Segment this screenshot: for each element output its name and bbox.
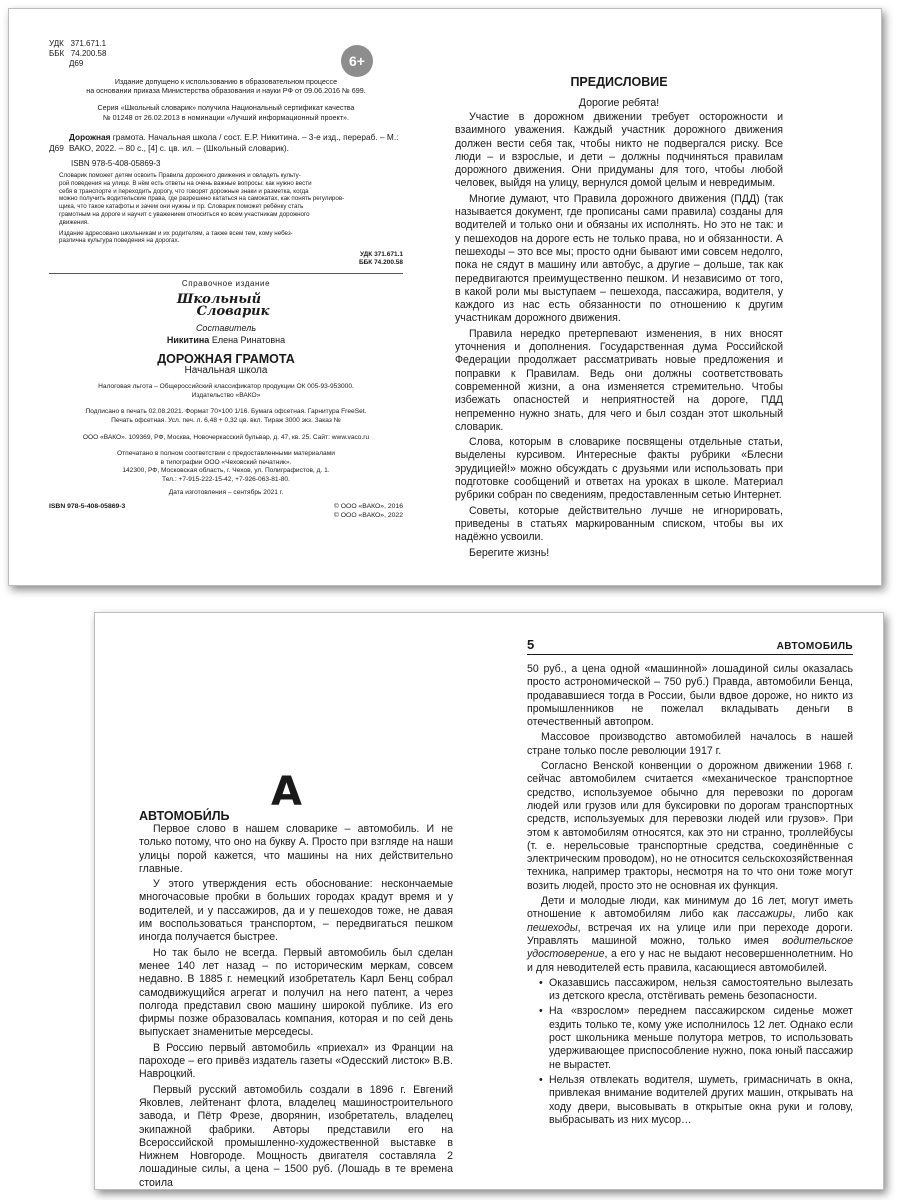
running-header xyxy=(527,637,853,655)
isbn-bottom: ISBN 978-5-408-05869-3 xyxy=(49,503,126,511)
series-logo-line: Словарик xyxy=(196,304,270,320)
preface-paragraph: Многие думают, что Правила дорожного движения (ПДД) (так называется документ, где прописаны сами правила) созданы для водителей и только они и обязаны их исполнять. Но это не так: и у пешеходов на дороге есть не только права, но и обязанности. А пешеходы – это все мы; просто одни бывают ими совсем недолго, пока не сядут в машину или автобус, а другие – дольше, так как передвигаются преимущественно пешком. И независимо от того, в какой роли мы выступаем – пешехода, пассажира, водителя, у каждого из нас есть обязанности по отношению к другим участникам дорожного движения. xyxy=(455,192,783,325)
preface-body xyxy=(455,111,783,560)
article-paragraph: Массовое производство автомобилей началось в нашей стране только после революции 1917 г. xyxy=(527,731,853,757)
audience-line: Издание адресовано школьникам и их родителям, а также всем тем, кому небез- xyxy=(59,229,293,237)
article-paragraph: Первое слово в нашем словарике – автомобиль. И не только потому, что оно на букву А. Просто при взгляде на наши улицы порой кажется, что машины на них действительно главные. xyxy=(139,823,453,875)
print-info-line: Подписано в печать 02.08.2021. Формат 70×100 1/16. Бумага офсетная. Гарнитура FreeSet. xyxy=(85,408,367,416)
annotation-line: можно получить водительские права, где разрешено кататься на самокатах, как понять регулиров- xyxy=(59,195,345,203)
printer-info xyxy=(49,450,403,484)
isbn-top: ISBN 978-5-408-05869-3 xyxy=(71,158,161,168)
running-title: АВТОМОБИЛЬ xyxy=(776,641,853,652)
annotation-line: движения. xyxy=(59,218,89,226)
annotation-line: грамотным на дороге и научит с уважением относиться ко всем участникам дорожного xyxy=(59,211,310,218)
bib-rest: грамота. Начальная школа / сост. Е.Р. Никитина. – 3-е изд., перераб. – М.: ВАКО, 2022. – 80 с., [4] с. цв. ил. – (Школьный словарик). xyxy=(69,131,399,153)
tax-line: Издательство «ВАКО» xyxy=(191,391,261,399)
article-start-page xyxy=(95,613,495,1189)
advice-list xyxy=(527,977,853,1127)
preface-title: ПРЕДИСЛОВИЕ xyxy=(570,75,668,89)
italic-term: пассажиры xyxy=(737,908,793,921)
audience-line: различна культура поведения на дорогах. xyxy=(59,237,180,245)
annotation xyxy=(49,172,403,245)
bibliographic-record xyxy=(49,132,403,154)
publisher-address: ООО «ВАКО». 109369, РФ, Москва, Новочеркасский бульвар, д. 47, кв. 25. Сайт: www.vaco.ru xyxy=(82,433,370,441)
printer-line: Отпечатано в полном соответствии с предоставленными материалами xyxy=(117,450,335,458)
isbn-copyright-row xyxy=(49,503,403,520)
article-paragraph: 50 руб., а цена одной «машинной» лошадиной силы оказалась просто астрономической – 750 руб.) Правда, автомобили Бенца, продававшиеся тогда в России, были вдвое дороже, но никто из промышленников не пожелал вкладывать деньги в отечественный автопром. xyxy=(527,663,853,729)
classification-codes-bottom xyxy=(49,251,403,267)
udk-code-bottom: УДК 371.671.1 xyxy=(359,251,403,259)
printer-line: Тел.: +7-915-222-15-42, +7-926-063-81-80. xyxy=(162,475,290,483)
tax-info xyxy=(49,383,403,400)
compiler-surname: Никитина xyxy=(166,334,210,345)
print-info xyxy=(49,408,403,425)
article-paragraph: В Россию первый автомобиль «приехал» из Франции на пароходе – его привёз издатель газеты «Одесский листок» В.В. Навроцкий. xyxy=(139,1041,453,1081)
article-continuation-page xyxy=(515,613,885,1189)
imprint-page xyxy=(9,9,439,585)
article-paragraph: Согласно Венской конвенции о дорожном движении 1968 г. сейчас автомобилем считается «механическое транспортное средство, используемое обычно для перевозки по дорогам людей или грузов или для буксировки по дорогам транспортных средств, используемых для перевозки людей или грузов». При этом к автомобилям относятся, как это ни странно, троллейбусы (т. е. нерельсовые транспортные средства, соединённые с электрическим проводом), но не относится сельскохозяйственная техника, например тракторы, несмотря на то что они тоже могут возить людей, просто это не основная их функция. xyxy=(527,760,853,892)
annotation-line: рой поведения на улице. В нём есть ответы на очень важные вопросы: как нужно вести xyxy=(59,179,312,187)
bib-author-index: Д69 xyxy=(49,142,64,153)
udk-code: УДК 371.671.1 xyxy=(49,39,107,48)
article-heading: АВТОМОБИ́ЛЬ xyxy=(139,809,230,823)
preface-page xyxy=(449,9,883,585)
approval-line: Издание допущено к использованию в образовательном процессе xyxy=(114,77,338,86)
text-run: , встречая их на улице или при переходе дороги. Управлять машиной можно, только имея xyxy=(527,921,853,947)
article-paragraph xyxy=(527,895,853,975)
preface-salutation: Дорогие ребята! xyxy=(578,97,660,109)
preface-paragraph: Слова, которым в словарике посвящены отдельные статьи, выделены курсивом. Интересные факты рубрики «Блесни эрудицией!» можно обсуждать с друзьями или использовать при подготовке сообщений и ответах на уроках в школе. Материал рубрики собран по сведениям, предоставленным сетью Интернет. xyxy=(455,436,783,502)
annotation-line: щика, что такое катафоты и зачем они нужны и пр. Словарик поможет ребёнку стать xyxy=(59,203,304,211)
author-index: Д69 xyxy=(49,59,84,68)
preface-paragraph: Правила нередко претерпевают изменения, в них вносят уточнения и дополнения. Государственная дума Российской Федерации продолжает рассматривать новые предложения и поправки к Правилам. Ведь они должны соответствовать современной жизни, а она изменяется стремительно. Чтобы избежать опасностей и неприятностей на дороге, ПДД непременно нужно знать, для чего и был создан этот школьный словарик. xyxy=(455,327,783,433)
certificate-line: Серия «Школьный словарик» получила Национальный сертификат качества xyxy=(97,103,355,113)
book-spread-bottom xyxy=(94,612,884,1190)
age-rating-badge: 6+ xyxy=(341,45,373,77)
italic-term: пешеходы xyxy=(527,921,578,934)
divider xyxy=(49,273,403,274)
tax-line: Налоговая льгота – Общероссийский классификатор продукции ОК 005-93-953000. xyxy=(98,383,354,391)
text-run: Дети и молодые люди, как минимум до 16 лет, могут иметь отношение к автомобилям либо как xyxy=(527,895,853,921)
list-item: • На «взрослом» переднем пассажирском сиденье может ездить только те, кому уже исполнилось 12 лет. Однако если рост школьника меньше полутора метров, то использовать удерживающее приспособление нужно, пока юный пассажир не вырастет. xyxy=(527,1005,853,1071)
list-item: • Нельзя отвлекать водителя, шуметь, гримасничать в окна, привлекая внимание водителей других машин, открывать на ходу двери, высовывать в открытые окна руки и голову, выбрасывать из них мусор… xyxy=(527,1074,853,1127)
copyright-line: © ООО «ВАКО», 2016 xyxy=(333,503,403,511)
production-date: Дата изготовления – сентябрь 2021 г. xyxy=(168,488,284,496)
certificate-note xyxy=(49,103,403,121)
copyright-line: © ООО «ВАКО», 2022 xyxy=(333,511,403,519)
approval-line: на основании приказа Министерства образования и науки РФ от 09.06.2016 № 699. xyxy=(86,86,366,96)
annotation-line: Словарик поможет детям освоить Правила дорожного движения и овладеть культу- xyxy=(59,172,301,180)
book-title: ДОРОЖНАЯ ГРАМОТА xyxy=(157,351,295,366)
printer-line: в типографии ООО «Чеховский печатник». xyxy=(160,458,292,466)
copyright xyxy=(334,503,403,520)
article-body-left xyxy=(139,823,453,1192)
book-subtitle: Начальная школа xyxy=(184,365,268,376)
page-number: 5 xyxy=(527,637,535,652)
compiler-given-name: Елена Ринатовна xyxy=(209,334,286,345)
print-info-line: Печать офсетная. Усл. печ. л. 6,48 + 0,32 цв. вкл. Тираж 3000 экз. Заказ № xyxy=(111,416,341,424)
edition-type: Справочное издание xyxy=(181,279,271,289)
book-spread-top xyxy=(8,8,882,586)
list-item: • Оказавшись пассажиром, нельзя самостоятельно вылезать из детского кресла, отстёгивать ремень безопасности. xyxy=(527,977,853,1004)
section-letter: А xyxy=(271,769,302,815)
preface-paragraph: Берегите жизнь! xyxy=(469,546,550,559)
preface-paragraph: Советы, которые действительно лучше не игнорировать, приведены в статьях маркированным списком, чтобы вы их надёжно усвоили. xyxy=(455,504,783,544)
series-logo-line: Школьный xyxy=(176,292,262,308)
series-logo xyxy=(176,294,276,318)
approval-note xyxy=(49,77,403,95)
article-paragraph: Но так было не всегда. Первый автомобиль был сделан менее 140 лет назад – по историческим меркам, совсем недавно. В 1885 г. немецкий изобретатель Карл Бенц собрал самодвижущийся агрегат и получил на него патент, а через полгода представил свою машину широкой публике. Из его фирмы позже образовалась компания, которая и по сей день выпускает знаменитые мерседесы. xyxy=(139,946,453,1039)
bbk-code: ББК 74.200.58 xyxy=(49,49,107,58)
printer-line: 142300, РФ, Московская область, г. Чехов, ул. Полиграфистов, д. 1. xyxy=(122,467,330,475)
article-paragraph: Первый русский автомобиль создали в 1896 г. Евгений Яковлев, лейтенант флота, владелец машиностроительного завода, и Пётр Фрезе, дворянин, изобретатель, владелец экипажной фабрики. Авторы представили его на Всероссийской промышленно-художественной выставке в Нижнем Новгороде. Мощность двигателя составляла 2 лошадиные силы, а цена – 1500 руб. (Лошадь в те времена стоила xyxy=(139,1083,453,1189)
italic-term: водительское удостоверение xyxy=(527,934,853,961)
compiler-name xyxy=(49,336,403,345)
preface-paragraph: Участие в дорожном движении требует осторожности и взаимного уважения. Каждый участник дорожного движения должен вести себя так, чтобы никто не подвергался риску. Все люди – и взрослые, и дети – должны подчиняться правилам дорожного движения. Они придуманы для того, чтобы любой человек, выйдя на улицу, вернулся домой целым и невредимым. xyxy=(455,111,783,190)
certificate-line: № 01248 от 26.02.2013 в номинации «Лучший информационный проект». xyxy=(102,112,350,122)
text-run: , либо как xyxy=(792,908,853,921)
compiler-label: Составитель xyxy=(195,323,257,334)
article-body-right xyxy=(527,663,853,975)
annotation-line: себя в транспорте и переходить дорогу, что говорят дорожные знаки и разметка, когда xyxy=(59,187,309,195)
text-run: , а его у нас не выдают несовершеннолетним. Но и для неводителей есть правила, касающиеся автомобилей. xyxy=(527,948,853,974)
bib-description xyxy=(69,132,403,154)
bib-keyword: Дорожная xyxy=(69,131,111,142)
article-paragraph: У этого утверждения есть обоснование: нескончаемые многочасовые пробки в больших городах крадут время и у водителей, и у пассажиров, да и у пешеходов тоже, не давая им воспользоваться транспортом, – передвигаться пешком иногда получается быстрее. xyxy=(139,878,453,944)
bbk-code-bottom: ББК 74.200.58 xyxy=(358,259,403,267)
